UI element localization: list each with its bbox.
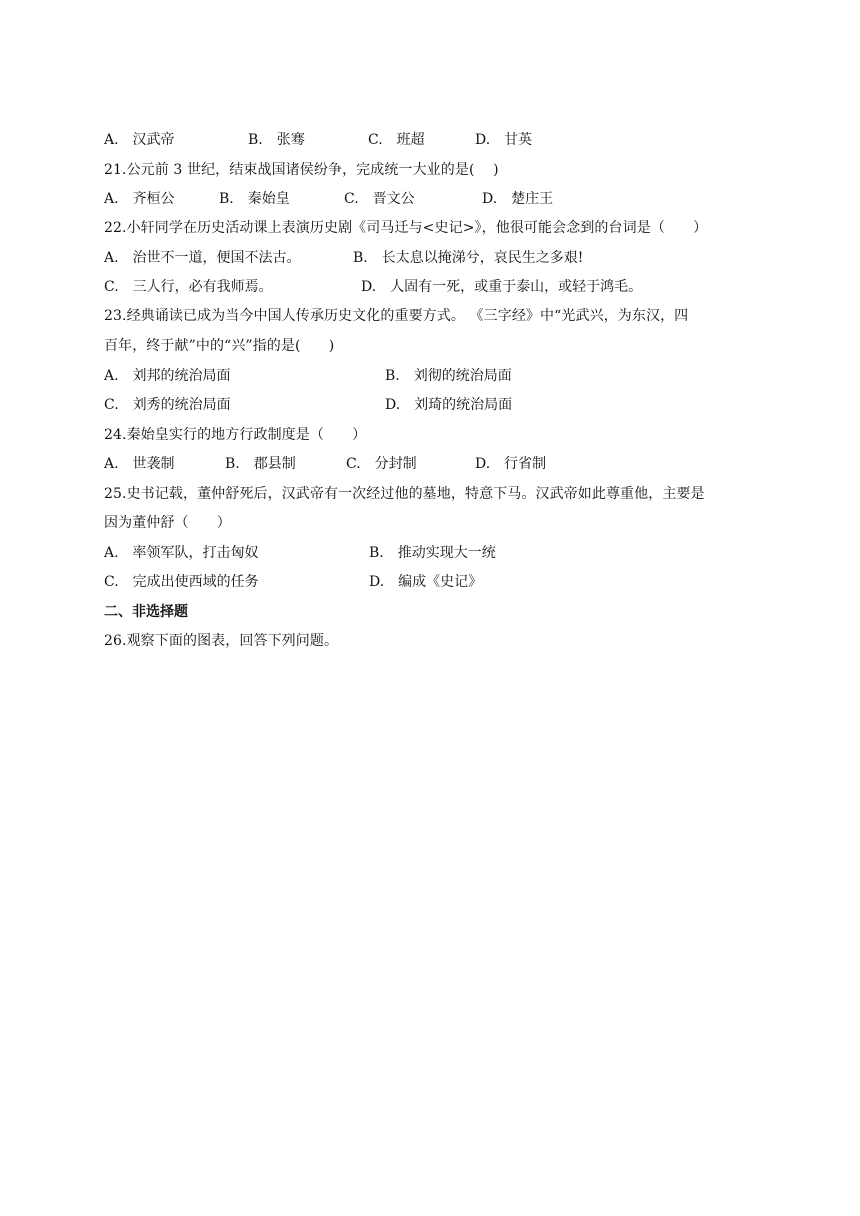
q20-option-c: C. 班超 bbox=[368, 132, 425, 148]
q25-option-d: D. 编成《史记》 bbox=[369, 574, 483, 590]
q23-option-a: A. 刘邦的统治局面 bbox=[104, 368, 231, 384]
q21-option-b: B. 秦始皇 bbox=[219, 191, 290, 207]
q24-stem: 24.秦始皇实行的地方行政制度是（ ） bbox=[104, 427, 367, 443]
q21-option-a: A. 齐桓公 bbox=[104, 191, 175, 207]
q23-stem-line2: 百年，终于献”中的“兴”指的是( ) bbox=[104, 338, 335, 354]
q25-option-c: C. 完成出使西域的任务 bbox=[104, 574, 259, 590]
q20-option-b: B. 张骞 bbox=[248, 132, 305, 148]
q24-option-d: D. 行省制 bbox=[475, 456, 547, 472]
q22-stem: 22.小轩同学在历史活动课上表演历史剧《司马迁与<史记>》，他很可能会念到的台词是（ ） bbox=[104, 220, 708, 236]
q21-option-c: C. 晋文公 bbox=[344, 191, 415, 207]
q20-option-a: A. 汉武帝 bbox=[104, 132, 175, 148]
q20-option-d: D. 甘英 bbox=[475, 132, 533, 148]
q25-stem-line1: 25.史书记载，董仲舒死后，汉武帝有一次经过他的墓地，特意下马。汉武帝如此尊重他，主要是 bbox=[104, 486, 705, 502]
q22-option-c: C. 三人行，必有我师焉。 bbox=[104, 279, 273, 295]
q21-option-d: D. 楚庄王 bbox=[482, 191, 554, 207]
q25-option-b: B. 推动实现大一统 bbox=[369, 545, 496, 561]
q24-option-c: C. 分封制 bbox=[346, 456, 417, 472]
q22-option-a: A. 治世不一道，便国不法古。 bbox=[104, 250, 301, 266]
section-heading: 二、非选择题 bbox=[104, 604, 188, 620]
q25-option-a: A. 率领军队，打击匈奴 bbox=[104, 545, 259, 561]
q22-option-d: D. 人固有一死，或重于泰山，或轻于鸿毛。 bbox=[361, 279, 643, 295]
q23-option-d: D. 刘琦的统治局面 bbox=[385, 397, 513, 413]
q21-stem: 21.公元前 3 世纪，结束战国诸侯纷争，完成统一大业的是( ) bbox=[104, 162, 499, 178]
q26-stem: 26.观察下面的图表，回答下列问题。 bbox=[104, 633, 339, 649]
q23-option-b: B. 刘彻的统治局面 bbox=[385, 368, 512, 384]
q22-option-b: B. 长太息以掩涕兮，哀民生之多艰! bbox=[353, 250, 584, 266]
q23-option-c: C. 刘秀的统治局面 bbox=[104, 397, 231, 413]
q24-option-a: A. 世袭制 bbox=[104, 456, 175, 472]
q25-stem-line2: 因为董仲舒（ ） bbox=[104, 515, 231, 531]
q23-stem-line1: 23.经典诵读已成为当今中国人传承历史文化的重要方式。 《三字经》中“光武兴，为东汉，四 bbox=[104, 308, 689, 324]
q24-option-b: B. 郡县制 bbox=[225, 456, 296, 472]
